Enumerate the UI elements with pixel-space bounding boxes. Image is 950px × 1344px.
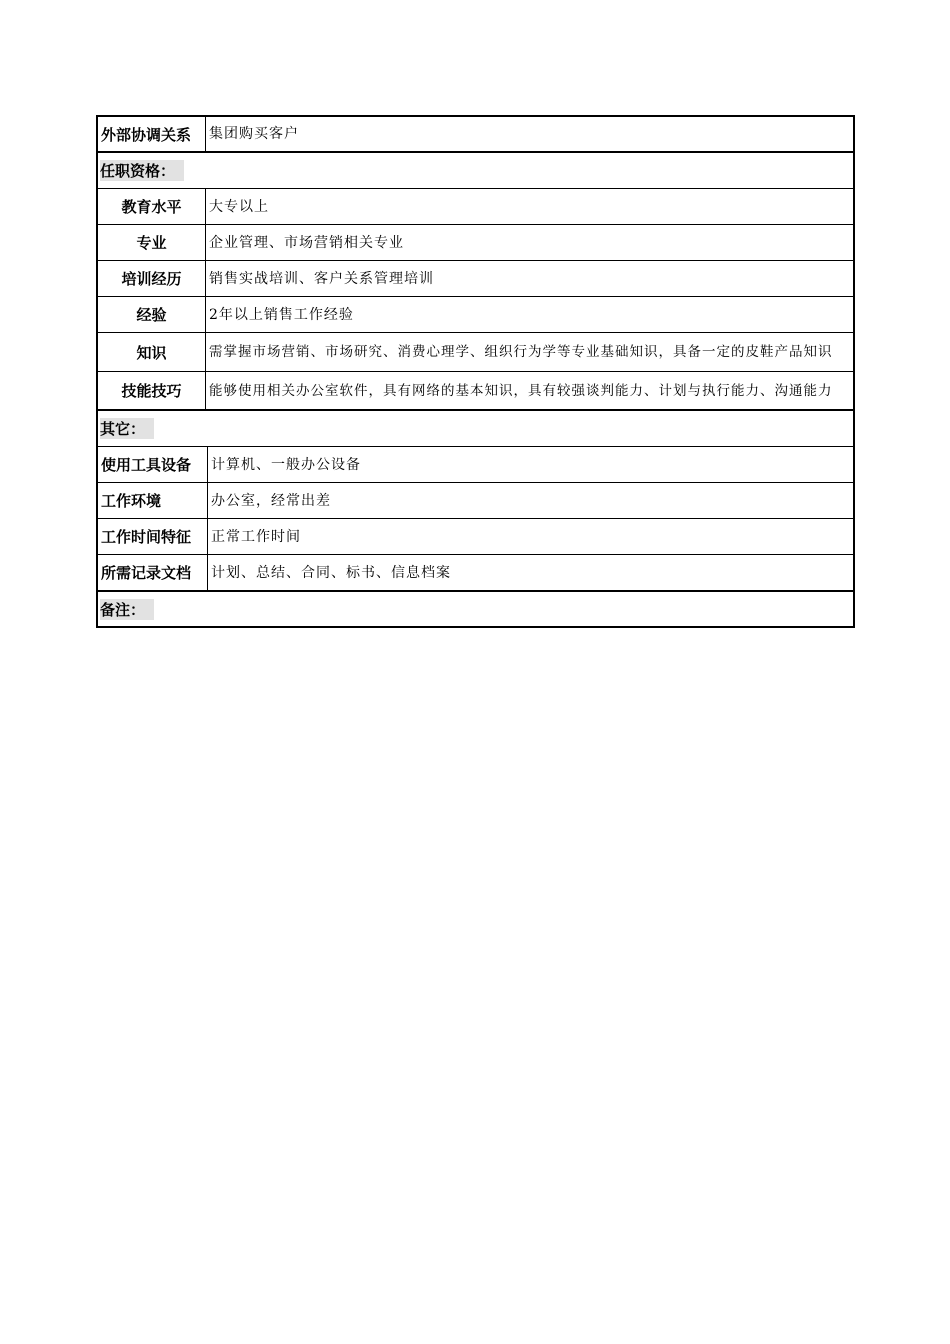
other-title: 其它： — [98, 411, 154, 446]
qualifications-title: 任职资格： — [98, 153, 184, 188]
tools-label: 使用工具设备 — [98, 447, 208, 482]
skills-row — [98, 372, 853, 411]
documents-value: 计划、总结、合同、标书、信息档案 — [211, 564, 451, 581]
job-description-table — [96, 115, 855, 628]
major-label: 专业 — [98, 225, 206, 260]
training-row — [98, 261, 853, 297]
tools-row — [98, 447, 853, 483]
training-value: 销售实战培训、客户关系管理培训 — [209, 270, 434, 287]
qualifications-header-row — [98, 153, 853, 189]
experience-value: 2年以上销售工作经验 — [209, 306, 354, 323]
major-row — [98, 225, 853, 261]
major-value: 企业管理、市场营销相关专业 — [209, 234, 404, 251]
education-row — [98, 189, 853, 225]
environment-value: 办公室，经常出差 — [211, 492, 331, 509]
work-time-value: 正常工作时间 — [211, 528, 301, 545]
tools-value: 计算机、一般办公设备 — [211, 456, 361, 473]
knowledge-value: 需掌握市场营销、市场研究、消费心理学、组织行为学等专业基础知识，具备一定的皮鞋产品知识 — [209, 344, 833, 360]
documents-row — [98, 555, 853, 592]
work-time-label: 工作时间特征 — [98, 519, 208, 554]
environment-label: 工作环境 — [98, 483, 208, 518]
remarks-title: 备注： — [98, 592, 154, 626]
experience-label: 经验 — [98, 297, 206, 332]
external-coordination-value: 集团购买客户 — [209, 126, 299, 142]
skills-label: 技能技巧 — [98, 372, 206, 409]
training-label: 培训经历 — [98, 261, 206, 296]
education-label: 教育水平 — [98, 189, 206, 224]
work-time-row — [98, 519, 853, 555]
knowledge-label: 知识 — [98, 333, 206, 371]
knowledge-row — [98, 333, 853, 372]
documents-label: 所需记录文档 — [98, 555, 208, 590]
environment-row — [98, 483, 853, 519]
skills-value: 能够使用相关办公室软件，具有网络的基本知识，具有较强谈判能力、计划与执行能力、沟通能力 — [209, 382, 833, 399]
education-value: 大专以上 — [209, 198, 269, 215]
external-coordination-label: 外部协调关系 — [98, 117, 206, 151]
remarks-row — [98, 592, 853, 626]
experience-row — [98, 297, 853, 333]
external-coordination-row — [98, 117, 853, 153]
other-header-row — [98, 411, 853, 447]
